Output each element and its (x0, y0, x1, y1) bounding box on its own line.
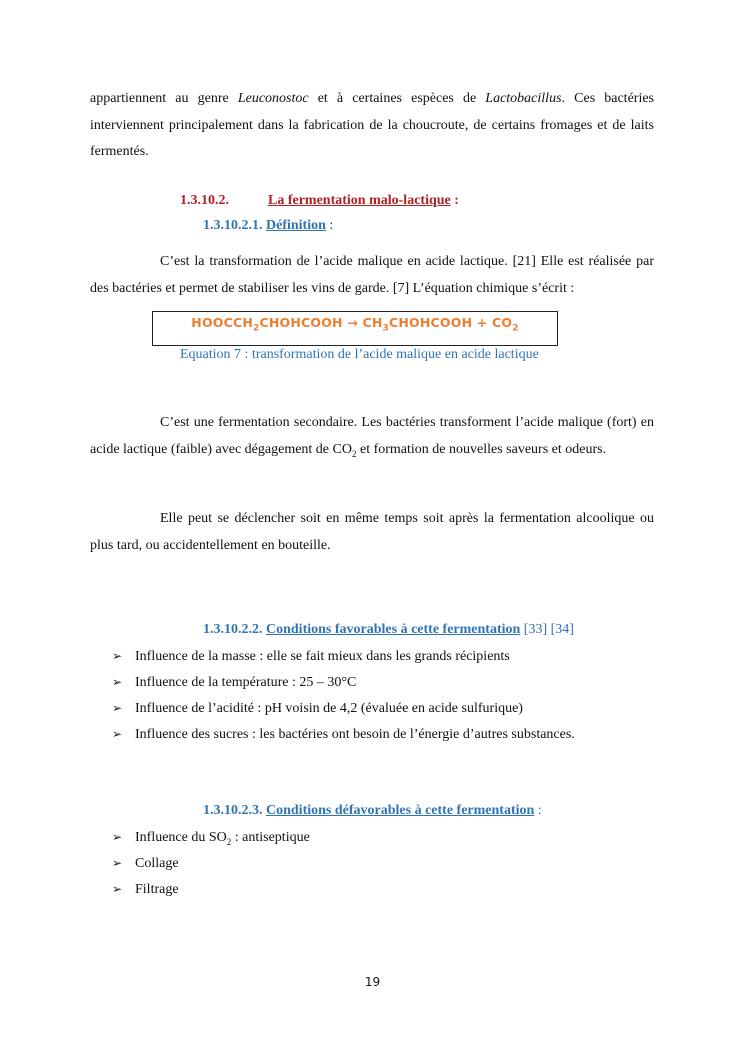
page-number: 19 (364, 975, 381, 989)
para2-sub: 2 (351, 448, 357, 459)
intro-text-2: et à certaines espèces de (308, 91, 486, 106)
para2-text-2: et formation de nouvelles saveurs et odeurs. (356, 441, 607, 457)
genus-lactobacillus: Lactobacillus (485, 91, 562, 106)
list-item (112, 669, 575, 695)
list-item (112, 695, 575, 721)
unfavorable-item-text: Influence du SO (135, 830, 227, 845)
list-item (112, 824, 310, 850)
genus-leuconostoc: Leuconostoc (237, 91, 309, 106)
favorable-item-text: Influence de la température : 25 – 30°C (135, 675, 357, 690)
definition-heading (203, 218, 333, 234)
list-item (112, 876, 310, 902)
arrow-bullet-icon: ➢ (112, 830, 123, 844)
eq-co2: CO (492, 315, 513, 330)
intro-text-1: appartiennent au genre (90, 91, 238, 106)
secondary-fermentation-paragraph (90, 410, 654, 467)
section-title: La fermentation malo-lactique (268, 193, 451, 208)
arrow-bullet-icon: ➢ (112, 701, 123, 715)
eq-reactant-sub: 2 (253, 323, 260, 334)
eq-arrow: → (342, 315, 363, 330)
unfavorable-suffix: : (534, 803, 542, 818)
equation-caption: Equation 7 : transformation de l’acide malique en acide lactique (180, 347, 539, 362)
favorable-item-text: Influence des sucres : les bactéries ont besoin de l’énergie d’autres substances. (135, 727, 575, 742)
definition-paragraph: C’est la transformation de l’acide malique en acide lactique. [21] Elle est réalisée par des bactéries et permet de stabiliser les vins de garde. [7] L’équation chimique s’écrit : (90, 254, 654, 296)
eq-plus: + (472, 315, 493, 330)
arrow-bullet-icon: ➢ (112, 882, 123, 896)
unfavorable-heading (203, 803, 542, 819)
favorable-item-text: Influence de la masse : elle se fait mieux dans les grands récipients (135, 649, 510, 664)
definition-title: Définition (266, 218, 326, 233)
favorable-item-text: Influence de l’acidité : pH voisin de 4,2 (évaluée en acide sulfurique) (135, 701, 523, 716)
eq-co2-sub: 2 (512, 323, 519, 334)
arrow-bullet-icon: ➢ (112, 727, 123, 741)
unfavorable-item-text: Filtrage (135, 882, 179, 897)
section-suffix: : (450, 193, 459, 208)
eq-reactant-b: CHOHCOOH (259, 315, 343, 330)
favorable-title: Conditions favorables à cette fermentation (266, 622, 521, 637)
intro-text-3: . Ces bactéries interviennent principalement dans la fabrication de la choucroute, de certains fromages et de laits fermentés. (90, 91, 654, 159)
eq-product-sub: 3 (382, 323, 390, 334)
section-heading (180, 193, 459, 209)
favorable-refs: [33] [34] (520, 622, 574, 637)
para2-text-1: C’est une fermentation secondaire. Les bactéries transforment l’acide malique (fort) en acide lactique (faible) avec dégagement de CO (90, 415, 654, 457)
trigger-paragraph: Elle peut se déclencher soit en même temps soit après la fermentation alcoolique ou plus tard, ou accidentellement en bouteille. (90, 511, 654, 553)
list-item (112, 721, 575, 747)
unfavorable-title: Conditions défavorables à cette fermentation (266, 803, 535, 818)
unfavorable-list (112, 824, 310, 902)
favorable-heading (203, 622, 574, 638)
eq-reactant-a: HOOCCH (191, 315, 254, 330)
arrow-bullet-icon: ➢ (112, 649, 123, 663)
definition-number: 1.3.10.2.1. (203, 218, 263, 233)
equation-box (152, 311, 558, 346)
favorable-number: 1.3.10.2.2. (203, 622, 263, 637)
arrow-bullet-icon: ➢ (112, 675, 123, 689)
eq-product-a: CH (362, 315, 383, 330)
chemical-equation (153, 315, 557, 334)
list-item (112, 850, 310, 876)
unfavorable-item-text: Collage (135, 856, 179, 871)
section-number: 1.3.10.2. (180, 193, 229, 208)
unfavorable-number: 1.3.10.2.3. (203, 803, 263, 818)
favorable-list (112, 643, 575, 747)
unfavorable-item-text: : antiseptique (231, 830, 310, 845)
definition-suffix: : (325, 218, 334, 233)
arrow-bullet-icon: ➢ (112, 856, 123, 870)
list-item (112, 643, 575, 669)
eq-product-b: CHOHCOOH (389, 315, 473, 330)
so2-subscript: 2 (226, 836, 232, 847)
intro-paragraph (90, 86, 654, 166)
